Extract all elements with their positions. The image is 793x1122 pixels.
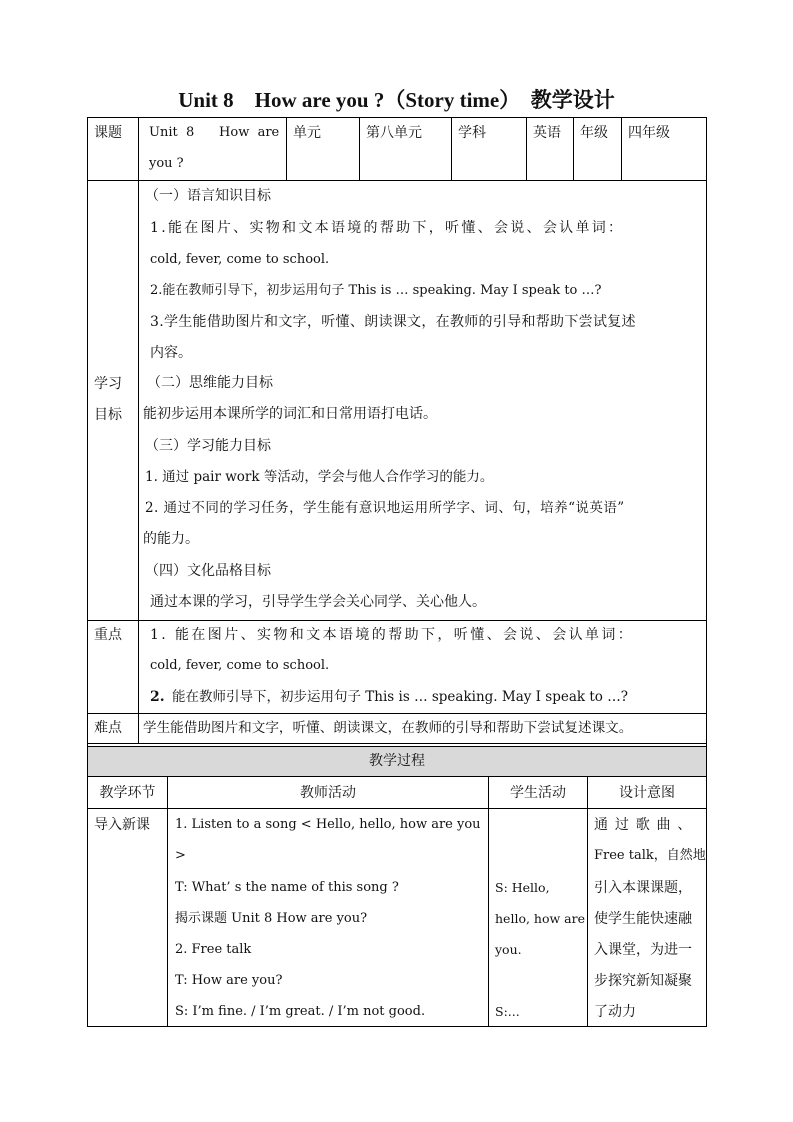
nianji-label: 年级 — [580, 125, 608, 141]
teacher-activity-line: S: I’m fine. / I’m great. / I’m not good. — [175, 1004, 426, 1019]
objectives-label-line2: 目标 — [94, 407, 122, 423]
student-activity-line: hello, how are — [495, 911, 585, 926]
row-line — [87, 620, 707, 621]
objective-line: 内容。 — [150, 345, 192, 361]
danyuan-label: 单元 — [293, 125, 321, 141]
table-border-left — [87, 117, 88, 1027]
design-intent-line: 入课堂，为进一 — [594, 942, 692, 958]
student-activity-line: you. — [495, 942, 522, 957]
col-header-stage: 教学环节 — [99, 785, 156, 801]
design-intent-line: 步探究新知凝聚 — [594, 973, 692, 989]
document-title: Unit 8 How are you ?（Story time） 教学设计 — [178, 88, 615, 112]
objective-line: 2.能在教师引导下，初步运用句子 This is … speaking. May I speak to …? — [150, 283, 602, 298]
keti-value-line1: Unit 8 How are — [149, 125, 280, 140]
row-line — [87, 117, 707, 118]
col-line — [451, 117, 452, 180]
teacher-activity-line: T: What’ s the name of this song ? — [175, 880, 399, 895]
design-intent-line: 使学生能快速融 — [594, 911, 692, 927]
stage-name: 导入新课 — [94, 817, 150, 833]
teacher-activity-line: 2. Free talk — [175, 942, 252, 957]
row-line — [87, 713, 707, 714]
objective-line: 3.学生能借助图片和文字，听懂、朗读课文，在教师的引导和帮助下尝试复述 — [150, 314, 636, 330]
process-header: 教学过程 — [369, 753, 425, 769]
row-line — [87, 1026, 707, 1027]
col-header-design: 设计意图 — [619, 785, 675, 801]
objective-line: （三）学习能力目标 — [145, 438, 271, 454]
objective-line: 1. 通过 pair work 等活动，学会与他人合作学习的能力。 — [145, 469, 494, 485]
objective-line: （二）思维能力目标 — [147, 375, 273, 391]
key-point-line: 1. 能在图片、实物和文本语境的帮助下，听懂、会说、会认单词： — [150, 627, 635, 643]
col-line — [138, 117, 139, 743]
difficulties-text: 学生能借助图片和文字，听懂、朗读课文，在教师的引导和帮助下尝试复述课文。 — [143, 720, 633, 736]
design-intent-line: 引入本课课题， — [594, 880, 692, 896]
objective-line: （四）文化品格目标 — [145, 563, 271, 579]
key-point-line: 能在教师引导下，初步运用句子 This is … speaking. May I speak to …? — [172, 689, 628, 705]
objective-line: cold, fever, come to school. — [150, 252, 330, 267]
objective-line: （一）语言知识目标 — [145, 188, 271, 204]
key-point-number: 2. — [150, 689, 165, 705]
xueke-label: 学科 — [458, 125, 486, 141]
keti-label: 课题 — [94, 125, 122, 141]
row-line — [87, 776, 707, 777]
col-line — [286, 117, 287, 180]
teacher-activity-line: > — [175, 848, 186, 863]
teacher-activity-line: 1. Listen to a song < Hello, hello, how are you — [175, 817, 481, 832]
keti-value-line2: you ? — [149, 156, 184, 171]
objective-line: 2. 通过不同的学习任务，学生能有意识地运用所学字、词、句，培养“说英语” — [145, 500, 625, 516]
danyuan-value: 第八单元 — [366, 125, 422, 141]
col-line — [526, 117, 527, 180]
objective-line: 通过本课的学习，引导学生学会关心同学、关心他人。 — [150, 594, 486, 610]
key-points-label: 重点 — [94, 627, 122, 643]
objectives-label-line1: 学习 — [94, 376, 122, 392]
design-intent-line: 了动力 — [594, 1004, 636, 1020]
design-intent-line: 通 过 歌 曲 、 — [594, 817, 693, 833]
design-intent-line: Free talk，自然地 — [594, 848, 706, 863]
table-border-right — [706, 117, 707, 1027]
student-activity-line: S: Hello, — [495, 880, 550, 895]
nianji-value: 四年级 — [628, 125, 670, 141]
col-line — [621, 117, 622, 180]
row-line — [87, 743, 707, 744]
difficulties-label: 难点 — [94, 720, 122, 736]
objective-line: 能初步运用本课所学的词汇和日常用语打电话。 — [143, 406, 437, 422]
student-activity-line: S:... — [495, 1004, 520, 1019]
col-line — [167, 776, 168, 1026]
col-line — [573, 117, 574, 180]
row-line — [87, 808, 707, 809]
key-point-line: cold, fever, come to school. — [150, 658, 330, 673]
teacher-activity-line: 揭示课题 Unit 8 How are you? — [175, 911, 368, 926]
row-line — [87, 180, 707, 181]
col-line — [488, 776, 489, 1026]
col-line — [359, 117, 360, 180]
objective-line: 的能力。 — [143, 531, 199, 547]
xueke-value: 英语 — [533, 125, 561, 141]
teacher-activity-line: T: How are you? — [175, 973, 283, 988]
col-header-student: 学生活动 — [510, 785, 566, 801]
col-header-teacher: 教师活动 — [300, 785, 356, 801]
objective-line: 1.能在图片、实物和文本语境的帮助下，听懂、会说、会认单词： — [150, 220, 625, 236]
col-line — [587, 776, 588, 1026]
